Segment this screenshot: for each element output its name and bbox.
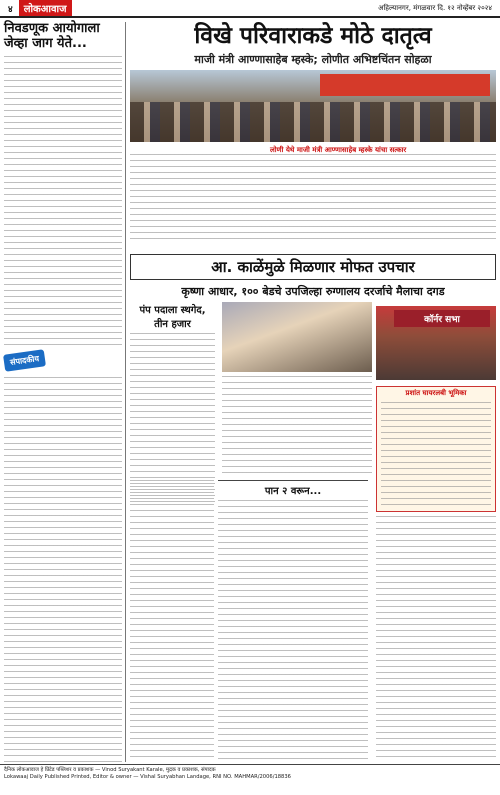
info-box-body [381, 402, 491, 507]
continued-box [218, 480, 368, 770]
lead-subheadline: माजी मंत्री आण्णासाहेब म्हस्के; लोणीत अभिष्टचिंतन सोहळा [194, 53, 432, 66]
continued-box-title: पान २ वरून... [264, 486, 322, 497]
side-story-body [130, 333, 215, 503]
second-headline: आ. काळेंमुळे मिळणार मोफत उपचार [130, 254, 496, 280]
newspaper-logo: लोकआवाज [19, 0, 72, 16]
imprint-line1: दैनिक लोकआवाज हे प्रिंटेड पब्लिशर व प्रकाशक — Vinod Suryakant Karale, मुद्रक व प्रकाशक, संपादक [4, 767, 216, 773]
info-box-title: प्रशांत घायरलबी भूमिका [405, 389, 467, 397]
info-box [376, 386, 496, 512]
imprint-line2: Lokawaaj Daily Published Printed, Editor & owner — Vishal Suryabhan Landage, RNI NO. MAHMAR/2006/18836 [4, 774, 291, 781]
side-story [130, 302, 215, 503]
side-story-title [130, 302, 215, 330]
corner-meeting-photo [376, 306, 496, 380]
second-subheadline: कृष्णा आधार, १०० बेडचे उपजिल्हा रुग्णालय दरर्जाचे मैलाचा दगड [181, 285, 445, 298]
editorial-title-line2: जेव्हा जाग येते... [4, 35, 87, 51]
editorial-title [4, 22, 122, 52]
side-story-body-continued [130, 480, 214, 762]
corner-meeting-label: कॉर्नर सभा [394, 310, 490, 327]
second-story-photo [222, 302, 372, 372]
lead-photo-caption: लोणी येथे माजी मंत्री आण्णासाहेब म्हस्के यांचा सत्कार [270, 146, 407, 154]
second-story-body [222, 376, 372, 476]
crowd [130, 102, 496, 142]
continued-box-body [218, 500, 368, 770]
editorial-tag: संपादकीय [3, 349, 46, 372]
side-story-title-line1: पंप पदाला स्थगेद, [139, 305, 206, 316]
lead-photo [130, 70, 496, 142]
editorial-column [4, 22, 122, 762]
dateline: अहिल्यानगर, मंगळवार दि. १२ नोव्हेंबर २०२४ [378, 3, 492, 12]
page-number: ४ [8, 4, 13, 15]
column-divider [125, 22, 126, 762]
editorial-title-line1: निवडणूक आयोगाला [4, 21, 100, 36]
lead-headline: विखे परिवाराकडे मोठे दातृत्व [194, 23, 432, 49]
editorial-body-text-continued [4, 377, 122, 762]
stage-banner [320, 74, 490, 96]
side-story-title-line2: तीन हजार [154, 319, 191, 330]
masthead [0, 0, 500, 18]
imprint-footer [0, 764, 500, 795]
right-column-body [376, 516, 496, 762]
editorial-body-text [4, 56, 122, 349]
lead-story-body [130, 154, 496, 244]
main-news-area [130, 22, 496, 497]
